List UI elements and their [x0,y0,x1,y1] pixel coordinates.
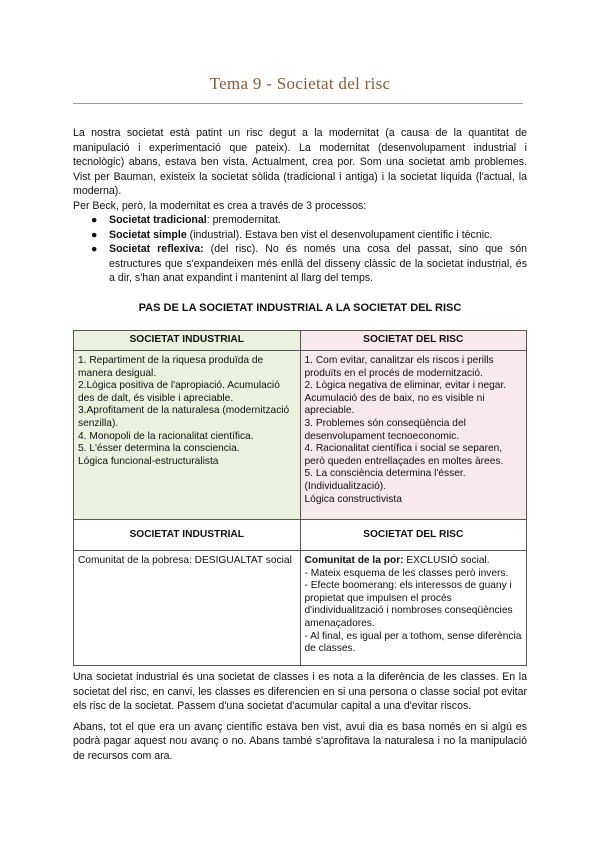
intro-paragraph: La nostra societat està patint un risc degut a la modernitat (a causa de la quantitat de manipulació i experimentació que pateix). La modernitat (desenvolupament industrial i tecnològic) abans, estava ben vista. Actualment, crea por. Som una societat amb problemes. Vist per Bauman, existeix la societat sòlida (tradicional i antiga) i la societat líquida (l'actual, la moderna). [73,127,527,197]
table-header-row [74,331,527,351]
bullet-icon: ● [91,228,98,241]
industrial-community-cell: Comunitat de la pobresa: DESIGUALTAT social [74,551,301,666]
closing-paragraph: Abans, tot el que era un avanç científic estava ben vist, avui dia es basa només en si algú es podrà pagar aquest nou avanç o no. Abans també s'aprofitava la naturalesa i no la manipulació de recursos com ara. [73,720,527,762]
table-row [74,551,527,666]
bullet-icon: ● [91,243,98,255]
bullet-icon: ● [91,214,98,226]
title-divider [73,103,523,104]
header-risk: SOCIETAT DEL RISC [300,520,527,551]
closing-section [73,670,527,763]
list-item: ● Societat reflexiva: (del risc). No és només una cosa del passat, sino que són estructures que s'expandeixen més enllà del disseny clàssic de la societat industrial, és a dir, s'han anat expandint i mantenint al llarg del temps. [91,243,527,284]
beck-paragraph: Per Beck, però, la modernitat es crea a través de 3 processos: [73,199,367,212]
risk-community-cell: Comunitat de la por: EXCLUSIÓ social. - Mateix esquema de les classes però invers. - Efecte boomerang: els interessos de guany i propietat que impulsen el procés d'individualització i nombroses conseqüències amenaçadores. - Al final, es igual per a tothom, sense diferència de classes. [300,551,527,666]
table-heading: PAS DE LA SOCIETAT INDUSTRIAL A LA SOCIETAT DEL RISC [138,302,462,314]
risk-features-cell: 1. Com evitar, canalitzar els riscos i perills produïts en el procés de modernització. 2. Lògica negativa de eliminar, evitar i negar. Acumulació des de baix, no es visible ni apreciable. 3. Problemes són conseqüència del desenvolupament tecnoeconomic. 4. Racionalitat científica i social se separen, però queden entrellaçades en moltes àrees. 5. La consciència determina l'ésser. (Individualització). Lógica constructivista [300,351,527,520]
comparison-table [73,330,527,666]
industrial-features-cell: 1. Repartiment de la riquesa produïda de manera desigual. 2.Lògica positiva de l'apropiació. Acumulació des de dalt, és visible i apreciable. 3.Aprofitament de la naturalesa (modernització senzilla). 4. Monopoli de la racionalitat científica. 5. L'ésser determina la consciencia. Lógica funcional-estructuralista [74,351,301,520]
document-title: Tema 9 - Societat del risc [209,74,391,93]
header-industrial: SOCIETAT INDUSTRIAL [74,331,301,351]
header-risk: SOCIETAT DEL RISC [300,331,527,351]
closing-paragraph: Una societat industrial és una societat de classes i es nota a la diferència de les classes. En la societat del risc, en canvi, les classes es diferencien en si una persona o classe social pot evitar els risc de la societat. Passem d'una societat d'acumular capital a una d'evitar riscos. [73,671,527,712]
list-item: ● Societat tradicional: premodernitat. [91,214,281,226]
process-list [73,213,527,286]
header-industrial: SOCIETAT INDUSTRIAL [74,520,301,551]
intro-section [73,126,527,286]
table-header-row [74,520,527,551]
list-item: ● Societat simple (industrial). Estava ben vist el desenvolupament científic i tècnic. [91,228,493,241]
table-row [74,351,527,520]
